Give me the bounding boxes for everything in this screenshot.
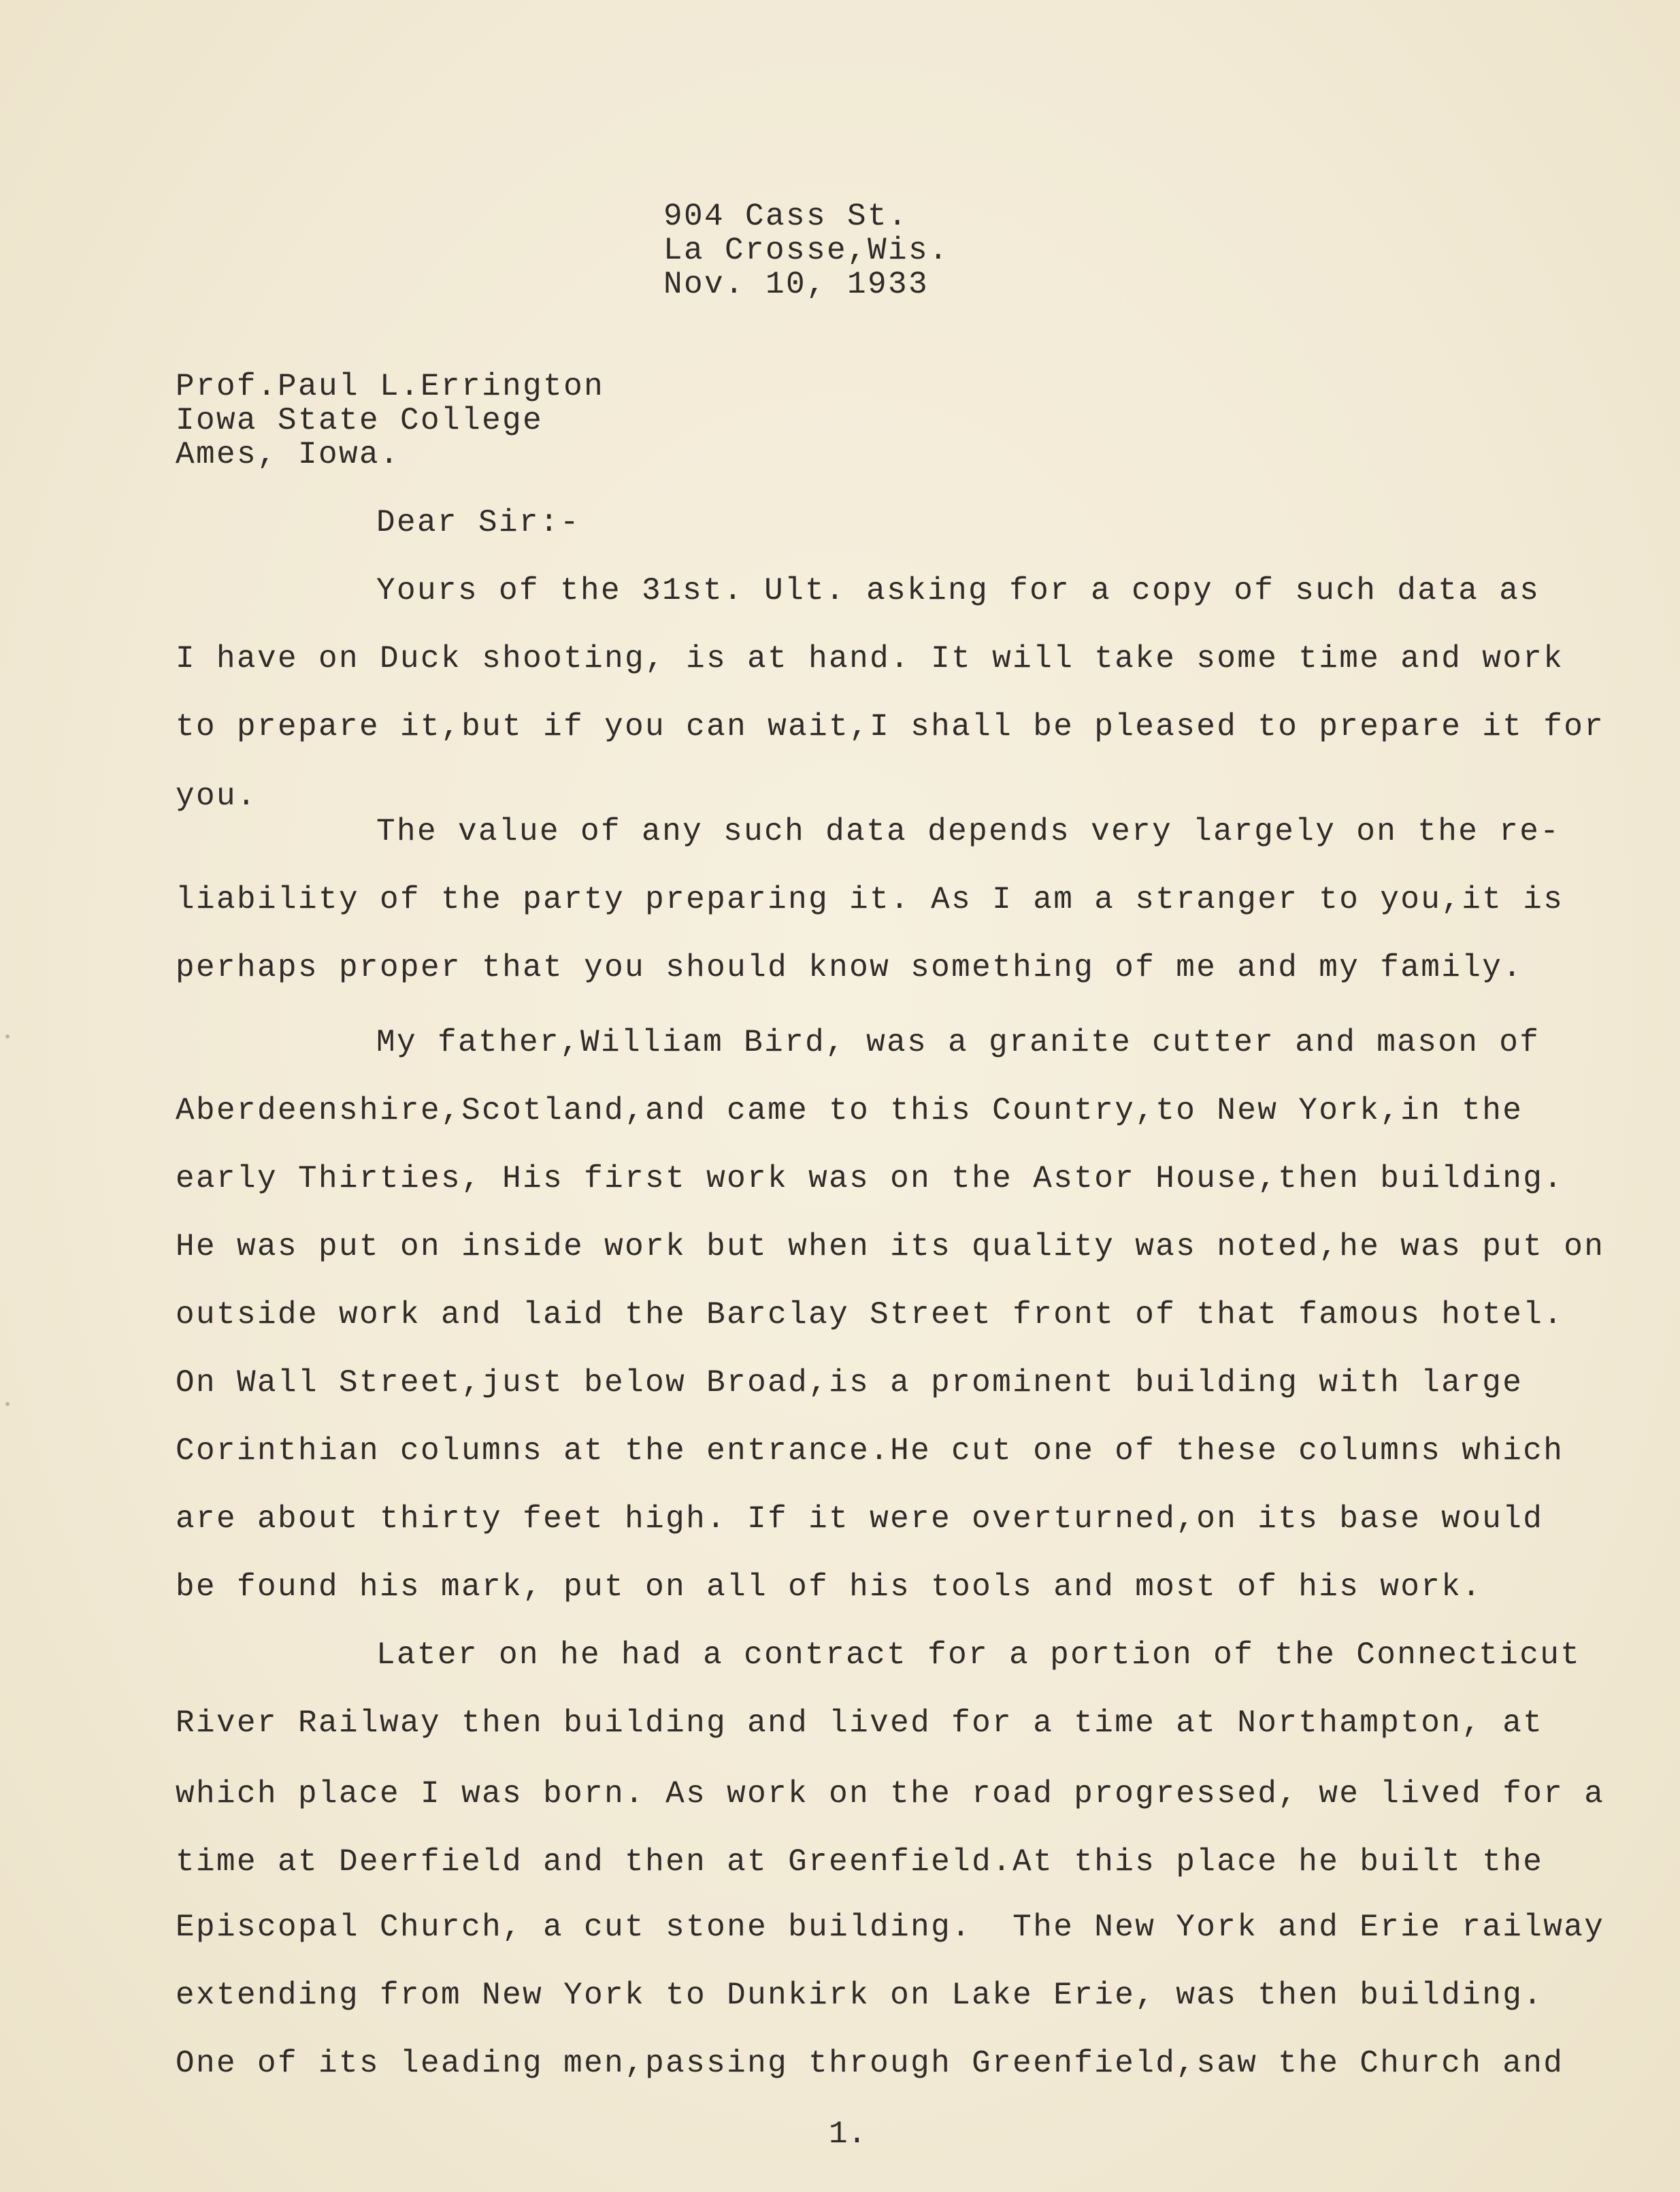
body-line: My father,William Bird, was a granite cutter and mason of xyxy=(376,1025,1541,1060)
recipient-city: Ames, Iowa. xyxy=(176,437,401,472)
body-line: Episcopal Church, a cut stone building. The New York and Erie railway xyxy=(176,1910,1605,1945)
body-line: perhaps proper that you should know something of me and my family. xyxy=(176,950,1523,985)
body-line: time at Deerfield and then at Greenfield.At this place he built the xyxy=(176,1844,1544,1880)
salutation: Dear Sir:- xyxy=(376,505,581,540)
body-line: Yours of the 31st. Ult. asking for a copy of such data as xyxy=(376,573,1541,608)
body-line: Aberdeenshire,Scotland,and came to this Country,to New York,in the xyxy=(176,1093,1523,1128)
recipient-name: Prof.Paul L.Errington xyxy=(176,369,605,404)
letter-date: Nov. 10, 1933 xyxy=(663,267,929,302)
recipient-institution: Iowa State College xyxy=(176,403,544,438)
body-line: be found his mark, put on all of his tools and most of his work. xyxy=(176,1569,1483,1605)
body-line: I have on Duck shooting, is at hand. It will take some time and work xyxy=(176,641,1564,676)
page-number: 1. xyxy=(829,2116,867,2152)
sender-address-city: La Crosse,Wis. xyxy=(663,233,950,268)
body-line: One of its leading men,passing through Greenfield,saw the Church and xyxy=(176,2046,1564,2081)
body-line: Corinthian columns at the entrance.He cut one of these columns which xyxy=(176,1433,1564,1469)
body-line: to prepare it,but if you can wait,I shall be pleased to prepare it for xyxy=(176,709,1605,745)
paper-blemish xyxy=(5,1034,10,1038)
body-line: liability of the party preparing it. As I am a stranger to you,it is xyxy=(176,882,1564,917)
body-line: extending from New York to Dunkirk on Lake Erie, was then building. xyxy=(176,1978,1544,2013)
body-line: Later on he had a contract for a portion of the Connecticut xyxy=(376,1637,1581,1673)
body-line: The value of any such data depends very largely on the re- xyxy=(376,814,1561,849)
paper-blemish xyxy=(5,1402,10,1406)
body-line: He was put on inside work but when its quality was noted,he was put on xyxy=(176,1229,1605,1264)
body-line: are about thirty feet high. If it were overturned,on its base would xyxy=(176,1501,1544,1537)
body-line: On Wall Street,just below Broad,is a prominent building with large xyxy=(176,1365,1523,1401)
body-line: outside work and laid the Barclay Street front of that famous hotel. xyxy=(176,1297,1564,1332)
sender-address-street: 904 Cass St. xyxy=(663,199,909,234)
body-line: River Railway then building and lived for a time at Northampton, at xyxy=(176,1705,1544,1741)
body-line: which place I was born. As work on the road progressed, we lived for a xyxy=(176,1776,1605,1812)
body-line: early Thirties, His first work was on the Astor House,then building. xyxy=(176,1161,1564,1196)
body-line: you. xyxy=(176,779,258,814)
